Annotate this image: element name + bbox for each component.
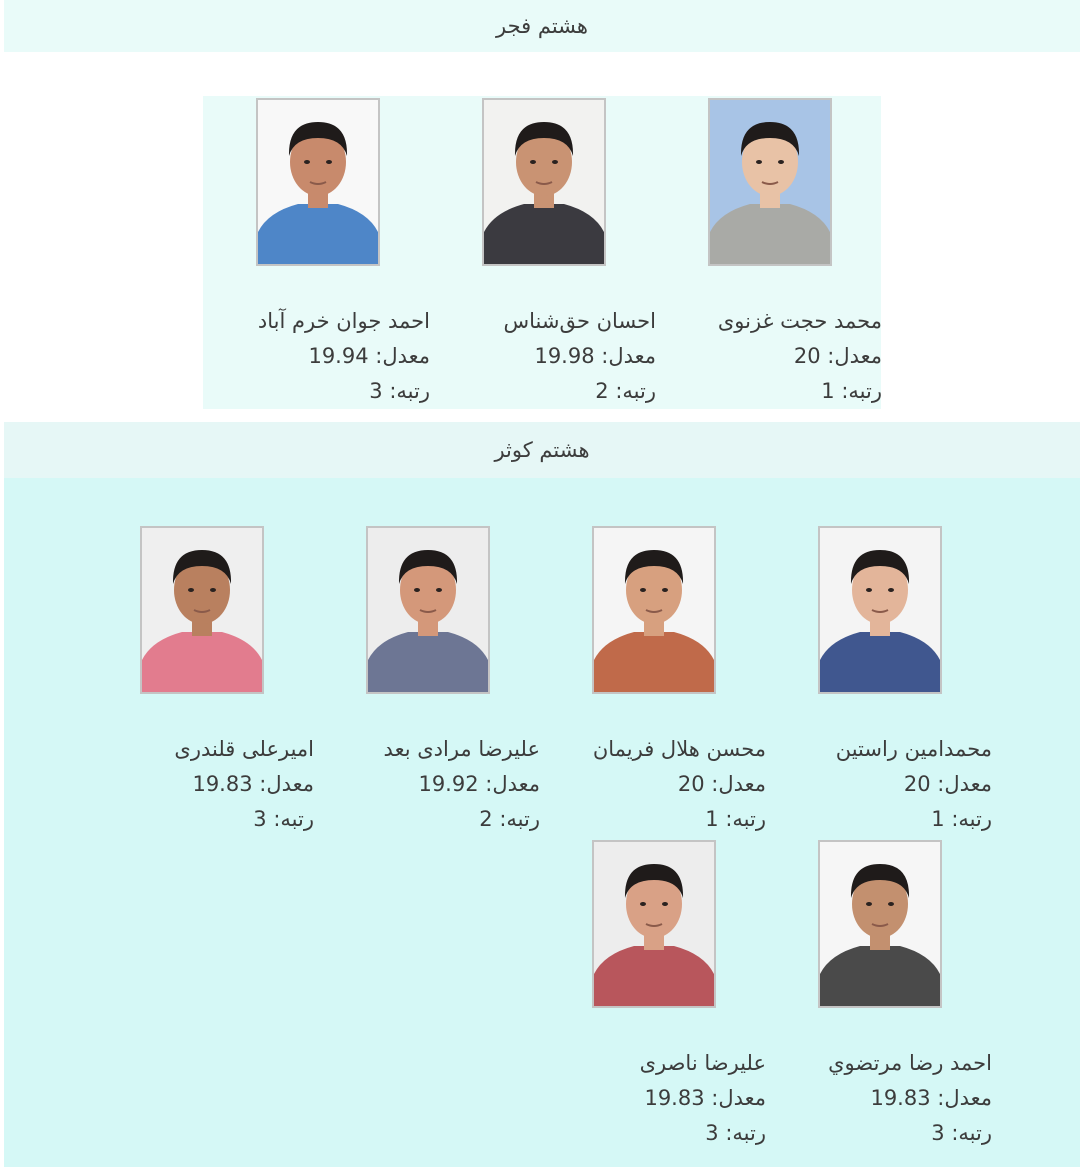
portrait-eye-left — [756, 160, 762, 164]
portrait-image — [820, 842, 940, 1006]
section-title: هشتم کوثر — [494, 438, 590, 462]
student-rank: رتبه: 3 — [253, 807, 314, 831]
student-photo — [592, 840, 716, 1008]
student-name: محمدامین راستین — [835, 737, 992, 761]
student-photo — [256, 98, 380, 266]
portrait-image — [820, 528, 940, 692]
student-average: معدل: 19.92 — [418, 772, 540, 796]
student-average: معدل: 19.83 — [192, 772, 314, 796]
portrait-image — [258, 100, 378, 264]
student-rank: رتبه: 3 — [705, 1121, 766, 1145]
student-photo — [818, 526, 942, 694]
portrait-eye-left — [414, 588, 420, 592]
student-photo — [818, 840, 942, 1008]
student-name: محسن هلال فریمان — [592, 737, 766, 761]
student-name: محمد حجت غزنوی — [717, 309, 882, 333]
portrait-eye-right — [436, 588, 442, 592]
student-rank: رتبه: 2 — [479, 807, 540, 831]
student-photo — [366, 526, 490, 694]
portrait-image — [368, 528, 488, 692]
student-name: احمد جوان خرم آباد — [257, 309, 430, 333]
section-title: هشتم فجر — [496, 14, 588, 38]
portrait-eye-right — [888, 588, 894, 592]
student-average: معدل: 19.94 — [308, 344, 430, 368]
section-header-hashtom-kowsar — [4, 422, 1080, 478]
student-photo — [708, 98, 832, 266]
student-rank: رتبه: 1 — [705, 807, 766, 831]
student-average: معدل: 20 — [903, 772, 992, 796]
portrait-eye-right — [888, 902, 894, 906]
portrait-eye-right — [778, 160, 784, 164]
student-average: معدل: 20 — [793, 344, 882, 368]
student-name: احسان حق‌شناس — [503, 309, 656, 333]
student-photo — [592, 526, 716, 694]
portrait-eye-left — [640, 588, 646, 592]
portrait-image — [594, 528, 714, 692]
student-name: علیرضا مرادی بعد — [383, 737, 540, 761]
student-name: امیرعلی قلندری — [174, 737, 314, 761]
portrait-eye-left — [866, 588, 872, 592]
student-average: معدل: 19.83 — [644, 1086, 766, 1110]
portrait-eye-right — [326, 160, 332, 164]
portrait-image — [142, 528, 262, 692]
page — [4, 0, 1080, 1167]
portrait-eye-left — [640, 902, 646, 906]
student-name: احمد رضا مرتضوي — [828, 1051, 992, 1075]
student-average: معدل: 20 — [677, 772, 766, 796]
student-name: علیرضا ناصری — [639, 1051, 766, 1075]
portrait-eye-right — [662, 902, 668, 906]
student-average: معدل: 19.98 — [534, 344, 656, 368]
section-header-hashtom-fajr — [4, 0, 1080, 52]
portrait-image — [594, 842, 714, 1006]
portrait-eye-right — [662, 588, 668, 592]
portrait-eye-left — [866, 902, 872, 906]
student-rank: رتبه: 1 — [821, 379, 882, 403]
student-rank: رتبه: 1 — [931, 807, 992, 831]
student-photo — [140, 526, 264, 694]
student-rank: رتبه: 3 — [369, 379, 430, 403]
student-rank: رتبه: 2 — [595, 379, 656, 403]
portrait-eye-left — [188, 588, 194, 592]
portrait-eye-right — [552, 160, 558, 164]
student-photo — [482, 98, 606, 266]
student-average: معدل: 19.83 — [870, 1086, 992, 1110]
portrait-image — [710, 100, 830, 264]
portrait-eye-left — [304, 160, 310, 164]
student-rank: رتبه: 3 — [931, 1121, 992, 1145]
portrait-eye-right — [210, 588, 216, 592]
portrait-image — [484, 100, 604, 264]
portrait-eye-left — [530, 160, 536, 164]
